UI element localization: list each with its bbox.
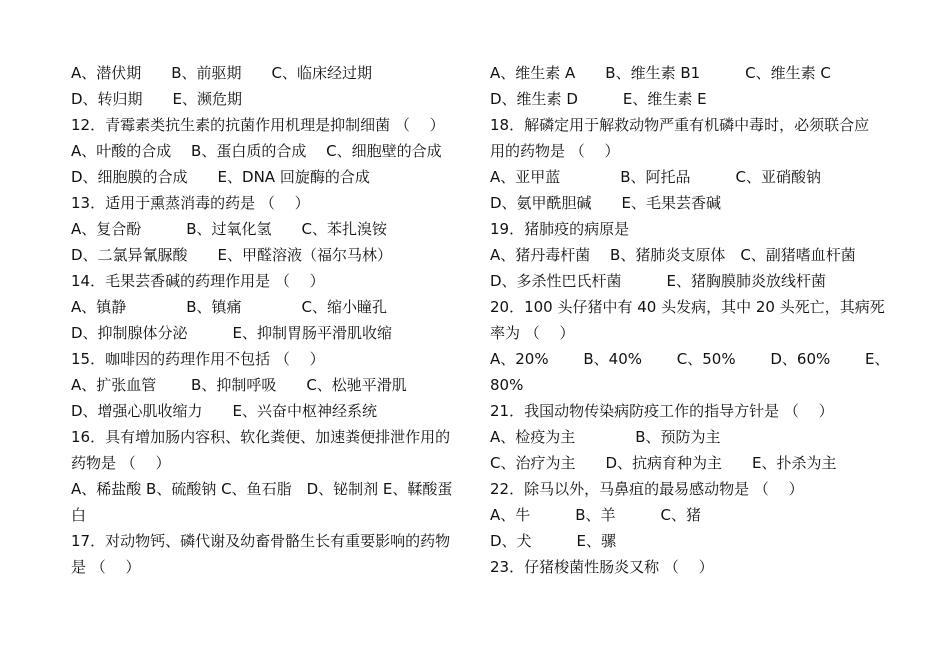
text-line: D、抑制腺体分泌 E、抑制胃肠平滑肌收缩 bbox=[71, 324, 393, 342]
text-line: A、检疫为主 B、预防为主 bbox=[490, 428, 721, 446]
question-19: 19．猪肺疫的病原是 bbox=[490, 220, 630, 238]
right-column bbox=[490, 60, 890, 580]
text-line: A、复合酚 B、过氧化氢 C、苯扎溴铵 bbox=[71, 220, 388, 238]
left-column bbox=[71, 60, 471, 580]
text-line: A、维生素 A B、维生素 B1 C、维生素 C bbox=[490, 64, 831, 82]
text-line: D、犬 E、骡 bbox=[490, 532, 617, 550]
text-line: 用的药物是 （ ） bbox=[490, 142, 620, 160]
text-line: A、牛 B、羊 C、猪 bbox=[490, 506, 702, 524]
question-17: 17．对动物钙、磷代谢及幼畜骨骼生长有重要影响的药物 bbox=[71, 532, 451, 550]
question-20: 20．100 头仔猪中有 40 头发病，其中 20 头死亡，其病死 bbox=[490, 298, 885, 316]
question-12: 12．青霉素类抗生素的抗菌作用机理是抑制细菌 （ ） bbox=[71, 116, 445, 134]
text-line: 白 bbox=[71, 506, 87, 524]
text-line: D、增强心肌收缩力 E、兴奋中枢神经系统 bbox=[71, 402, 378, 420]
text-line: 率为 （ ） bbox=[490, 324, 575, 342]
text-line: D、二氯异氰脲酸 E、甲醛溶液（福尔马林） bbox=[71, 246, 393, 264]
question-16: 16．具有增加肠内容积、软化粪便、加速粪便排泄作用的 bbox=[71, 428, 451, 446]
text-line: C、治疗为主 D、抗病育种为主 E、扑杀为主 bbox=[490, 454, 837, 472]
question-14: 14．毛果芸香碱的药理作用是 （ ） bbox=[71, 272, 325, 290]
text-line: A、稀盐酸 B、硫酸钠 C、鱼石脂 D、铋制剂 E、鞣酸蛋 bbox=[71, 480, 453, 498]
text-line: 是 （ ） bbox=[71, 558, 141, 576]
text-line: A、叶酸的合成 B、蛋白质的合成 C、细胞壁的合成 bbox=[71, 142, 442, 160]
question-18: 18．解磷定用于解救动物严重有机磷中毒时，必须联合应 bbox=[490, 116, 870, 134]
text-line: D、转归期 E、濒危期 bbox=[71, 90, 243, 108]
question-23: 23．仔猪梭菌性肠炎又称 （ ） bbox=[490, 558, 714, 576]
text-line: A、潜伏期 B、前驱期 C、临床经过期 bbox=[71, 64, 373, 82]
text-line: A、扩张血管 B、抑制呼吸 C、松驰平滑肌 bbox=[71, 376, 407, 394]
question-21: 21．我国动物传染病防疫工作的指导方针是 （ ） bbox=[490, 402, 834, 420]
question-22: 22．除马以外，马鼻疽的最易感动物是 （ ） bbox=[490, 480, 804, 498]
text-line: 80% bbox=[490, 376, 524, 394]
text-line: D、细胞膜的合成 E、DNA 回旋酶的合成 bbox=[71, 168, 370, 186]
question-15: 15．咖啡因的药理作用不包括 （ ） bbox=[71, 350, 325, 368]
text-line: A、镇静 B、镇痛 C、缩小瞳孔 bbox=[71, 298, 388, 316]
text-line: D、氨甲酰胆碱 E、毛果芸香碱 bbox=[490, 194, 722, 212]
text-line: D、维生素 D E、维生素 E bbox=[490, 90, 707, 108]
text-line: A、亚甲蓝 B、阿托品 C、亚硝酸钠 bbox=[490, 168, 822, 186]
question-13: 13．适用于熏蒸消毒的药是 （ ） bbox=[71, 194, 310, 212]
text-line: A、20% B、40% C、50% D、60% E、 bbox=[490, 350, 890, 368]
text-line: 药物是 （ ） bbox=[71, 454, 171, 472]
text-line: A、猪丹毒杆菌 B、猪肺炎支原体 C、副猪嗜血杆菌 bbox=[490, 246, 856, 264]
text-line: D、多杀性巴氏杆菌 E、猪胸膜肺炎放线杆菌 bbox=[490, 272, 827, 290]
